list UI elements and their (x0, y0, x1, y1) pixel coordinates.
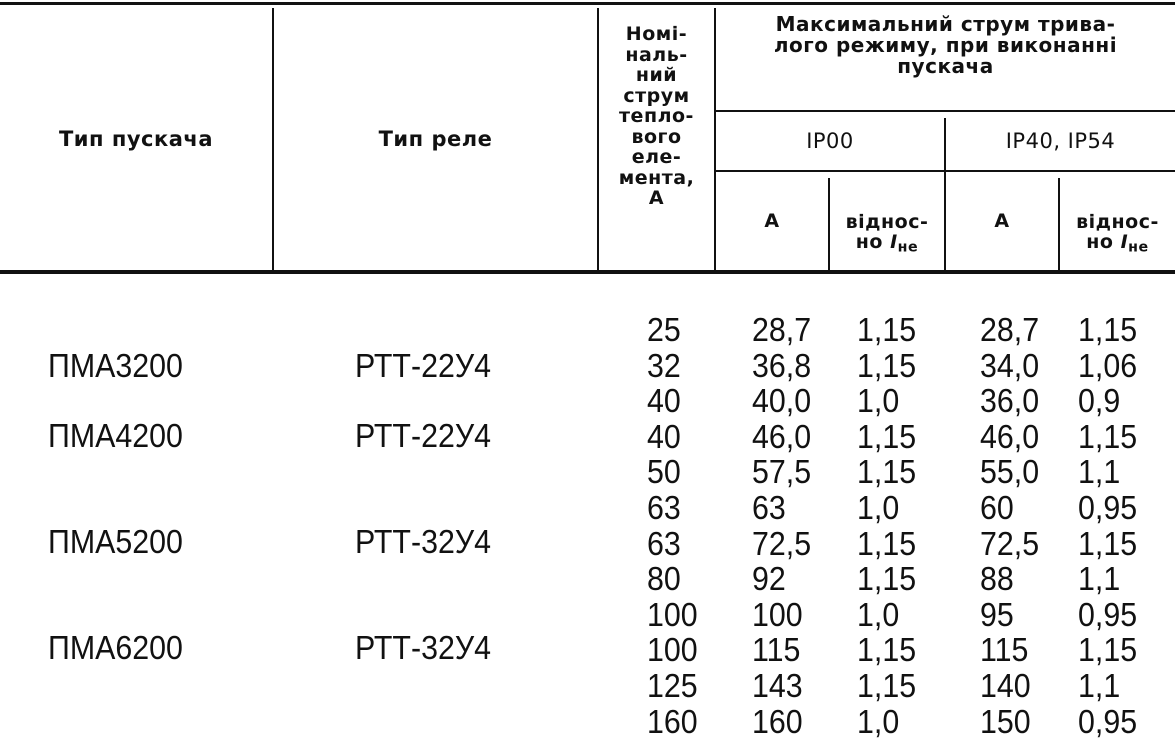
ip40-relative-cell: 1,15 (1078, 417, 1138, 455)
rated-current-cell: 160 (647, 702, 698, 740)
rated-current-cell: 50 (647, 453, 681, 491)
ip00-relative-cell: 1,15 (857, 524, 917, 562)
ip40-amp-cell: 28,7 (980, 311, 1040, 348)
ip40-relative-cell: 1,15 (1078, 524, 1138, 562)
i-symbol: I (890, 230, 898, 253)
ip00-relative-cell: 1,15 (857, 417, 917, 455)
top-rule (0, 2, 1175, 5)
ip00-amp-cell: 100 (752, 595, 803, 633)
ip40-amp-cell: 55,0 (980, 453, 1040, 491)
i-subscript: не (1128, 239, 1149, 256)
ip40-relative-cell: 1,06 (1078, 346, 1138, 384)
ip00-relative-cell: 1,0 (857, 382, 900, 420)
ip00-amp-cell: 46,0 (752, 417, 812, 455)
ip00-relative-cell: 1,15 (857, 453, 917, 491)
header-rated-current: Номі- наль- ний струм тепло- вого еле- мента, А (618, 23, 695, 210)
ip00-amp-cell: 92 (752, 560, 786, 598)
rated-current-cell: 100 (647, 595, 698, 633)
ip40-amp-cell: 115 (980, 631, 1029, 669)
ip00-relative-cell: 1,15 (857, 667, 917, 704)
ip00-relative-cell: 1,0 (857, 595, 900, 633)
header-ip00: IP00 (806, 129, 854, 153)
ip40-amp-cell: 88 (980, 560, 1014, 598)
ip00-relative-cell: 1,15 (857, 631, 917, 669)
header-bottom-rule (0, 270, 1175, 274)
starter-label: ПМА3200 (48, 347, 183, 384)
ip00-amp-cell: 160 (752, 702, 803, 740)
ip40-amp-cell: 150 (980, 702, 1031, 740)
ip40-amp-cell: 140 (980, 667, 1031, 704)
relative-label: віднос- но (845, 210, 929, 253)
i-symbol: I (1120, 230, 1129, 253)
ip40-amp-cell: 46,0 (980, 417, 1040, 455)
ip00-amp-cell: 28,7 (752, 311, 812, 348)
ip40-relative-cell: 0,95 (1078, 702, 1138, 740)
ip00-relative-cell: 1,0 (857, 702, 900, 740)
ip40-relative-cell: 0,95 (1078, 489, 1138, 526)
ip40-relative-cell: 1,15 (1078, 631, 1138, 669)
rated-current-cell: 63 (647, 489, 681, 526)
starter-label: ПМА5200 (48, 523, 183, 560)
ip40-relative-cell: 1,1 (1078, 453, 1121, 491)
header-relay-type: Тип реле (378, 127, 493, 151)
header-ip40-ip54: IP40, IP54 (1005, 129, 1116, 153)
ip00-amp-cell: 36,8 (752, 346, 812, 384)
ip40-relative-cell: 1,1 (1078, 667, 1121, 704)
rated-current-cell: 125 (647, 667, 698, 704)
header-starter-type: Тип пускача (58, 127, 214, 151)
ip40-amp-cell: 95 (980, 595, 1014, 633)
ip00-relative-cell: 1,0 (857, 489, 900, 526)
ip00-amp-cell: 115 (752, 631, 801, 669)
starter-label: ПМА6200 (48, 629, 183, 666)
header-max-current: Максимальний струм трива- лого режиму, при виконанні пускача (773, 12, 1118, 78)
ip40-amp-cell: 36,0 (980, 382, 1040, 420)
i-subscript: не (897, 239, 919, 256)
ip40-relative-cell: 0,95 (1078, 595, 1138, 633)
header-ip00-relative (830, 193, 944, 255)
ip00-relative-cell: 1,15 (857, 560, 917, 598)
header-ip40-amp: А (994, 210, 1010, 232)
relay-label: РТТ-22У4 (355, 417, 492, 454)
relay-label: РТТ-22У4 (355, 347, 492, 384)
relay-label: РТТ-32У4 (355, 523, 492, 560)
max-current-divider (716, 110, 1175, 112)
ip00-relative-cell: 1,15 (857, 346, 917, 384)
ip40-relative-cell: 1,15 (1078, 311, 1138, 348)
ip40-amp-cell: 72,5 (980, 524, 1040, 562)
ip00-amp-cell: 72,5 (752, 524, 812, 562)
rated-current-cell: 32 (647, 346, 681, 384)
rated-current-cell: 100 (647, 631, 698, 669)
ip40-relative-cell: 0,9 (1078, 382, 1121, 420)
ip40-amp-cell: 34,0 (980, 346, 1040, 384)
ip00-relative-cell: 1,15 (857, 311, 917, 348)
rated-current-cell: 80 (647, 560, 681, 598)
rated-current-cell: 40 (647, 417, 681, 455)
ip00-amp-cell: 40,0 (752, 382, 812, 420)
ip40-amp-cell: 60 (980, 489, 1014, 526)
ip00-amp-cell: 143 (752, 667, 803, 704)
ip00-amp-cell: 63 (752, 489, 786, 526)
relative-label: віднос- но (1076, 210, 1159, 253)
rated-current-cell: 25 (647, 311, 681, 348)
ip40-relative-cell: 1,1 (1078, 560, 1121, 598)
ip00-amp-cell: 57,5 (752, 453, 812, 491)
header-ip00-amp: А (764, 210, 780, 232)
starter-label: ПМА4200 (48, 417, 183, 454)
relay-label: РТТ-32У4 (355, 629, 492, 666)
rated-current-cell: 63 (647, 524, 681, 562)
header-ip40-relative (1060, 193, 1175, 255)
rated-current-cell: 40 (647, 382, 681, 420)
